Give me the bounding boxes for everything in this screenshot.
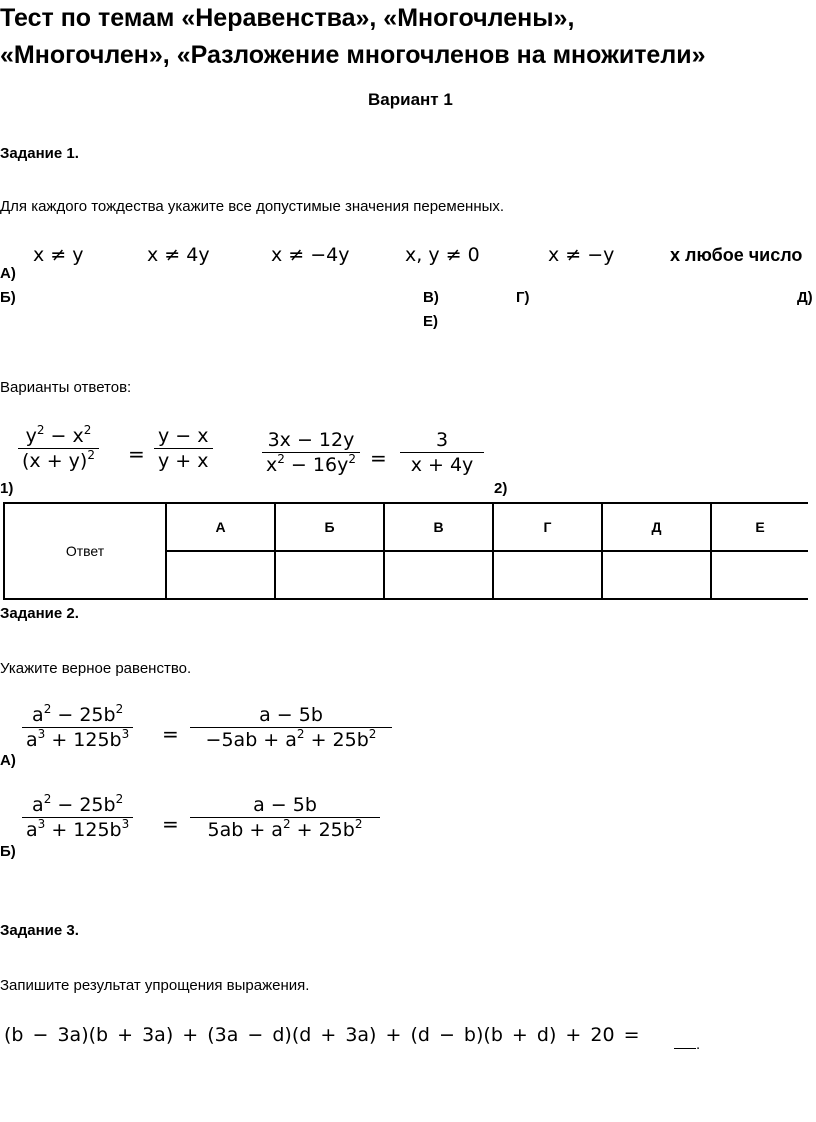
identity1-lhs-den: $(x + y)^2$ <box>22 448 95 472</box>
identity2-lhs-fraction <box>262 428 360 477</box>
task3-period: . <box>696 1036 701 1053</box>
option-letter-c: В) <box>423 289 439 306</box>
task2b-rhs-den: $5ab + a^2 + 25b^2$ <box>207 817 363 841</box>
identity2-rhs-num: 3 <box>435 429 449 451</box>
task2-heading: Задание 2. <box>0 605 79 622</box>
task3-answer-line[interactable] <box>674 1036 700 1053</box>
task3-expression: (b − 3a)(b + 3a) + (3a − d)(d + 3a) + (d − b)(b + d) + 20 = <box>4 1024 640 1046</box>
task2b-lhs-den: $a^3 + 125b^3$ <box>26 817 130 841</box>
answer-blank[interactable] <box>674 1048 696 1049</box>
identity-number-1: 1) <box>0 480 14 497</box>
task2a-lhs-den: $a^3 + 125b^3$ <box>26 727 130 751</box>
task2-label-b: Б) <box>0 843 16 860</box>
answer-cell-b[interactable] <box>275 551 384 599</box>
option-letter-b: Б) <box>0 289 16 306</box>
answer-col-d: Г <box>493 503 602 551</box>
option-d-text: x, y ≠ 0 <box>405 244 480 266</box>
answer-col-b: Б <box>275 503 384 551</box>
task2a-rhs-den: $-5ab + a^2 + 25b^2$ <box>205 727 377 751</box>
task2b-equals: = <box>162 812 179 836</box>
answer-cell-d[interactable] <box>493 551 602 599</box>
task2b-rhs-num: a − 5b <box>253 794 317 816</box>
answer-table <box>3 502 808 600</box>
identity1-rhs-fraction <box>154 424 213 473</box>
identity2-rhs-fraction <box>400 428 484 477</box>
task2b-rhs-fraction <box>190 793 380 842</box>
title-line-1: Тест по темам «Неравенства», «Многочлены», <box>0 4 575 32</box>
identity2-rhs-den: x + 4y <box>410 454 474 476</box>
identity1-equals: = <box>128 442 145 466</box>
task2a-equals: = <box>162 722 179 746</box>
answer-cell-f[interactable] <box>711 551 808 599</box>
option-c-text: x ≠ −4y <box>271 244 350 266</box>
identity2-lhs-num: 3x − 12y <box>267 429 355 451</box>
answer-col-a: А <box>166 503 275 551</box>
option-b-text: x ≠ 4y <box>147 244 210 266</box>
task3-heading: Задание 3. <box>0 922 79 939</box>
identity2-equals: = <box>370 446 387 470</box>
identity-number-2: 2) <box>494 480 508 497</box>
task1-instruction: Для каждого тождества укажите все допустимые значения переменных. <box>0 198 505 215</box>
task2b-lhs-num: $a^2 - 25b^2$ <box>32 792 124 816</box>
option-letter-d: Г) <box>516 289 530 306</box>
answer-cell-e[interactable] <box>602 551 711 599</box>
answer-cell-a[interactable] <box>166 551 275 599</box>
answer-col-e: Д <box>602 503 711 551</box>
task2a-rhs-num: a − 5b <box>259 704 323 726</box>
variant-label: Вариант 1 <box>368 90 453 109</box>
identity1-rhs-den: y + x <box>158 450 209 472</box>
task2-label-a: А) <box>0 752 16 769</box>
task2a-lhs-num: $a^2 - 25b^2$ <box>32 702 124 726</box>
task2-instruction: Укажите верное равенство. <box>0 660 192 677</box>
option-letter-a: А) <box>0 265 16 282</box>
task1-heading: Задание 1. <box>0 145 79 162</box>
answer-row-label: Ответ <box>4 503 166 599</box>
task3-instruction: Запишите результат упрощения выражения. <box>0 977 310 994</box>
option-a-text: x ≠ y <box>33 244 84 266</box>
identity1-lhs-fraction <box>18 424 99 473</box>
option-e-text: x ≠ −y <box>548 244 615 266</box>
option-letter-e: Д) <box>797 289 813 306</box>
task2a-lhs-fraction <box>22 703 133 752</box>
answers-heading: Варианты ответов: <box>0 379 132 396</box>
answer-cell-c[interactable] <box>384 551 493 599</box>
option-letter-f: Е) <box>423 313 438 330</box>
identity1-lhs-num: $y^2 - x^2$ <box>25 423 92 447</box>
task2a-rhs-fraction <box>190 703 392 752</box>
title-line-2: «Многочлен», «Разложение многочленов на множители» <box>0 41 706 69</box>
option-f-text: x любое число <box>670 245 803 265</box>
identity1-rhs-num: y − x <box>158 425 209 447</box>
answer-col-f: Е <box>711 503 808 551</box>
answer-col-c: В <box>384 503 493 551</box>
identity2-lhs-den: $x^2 - 16y^2$ <box>266 452 356 476</box>
task2b-lhs-fraction <box>22 793 133 842</box>
